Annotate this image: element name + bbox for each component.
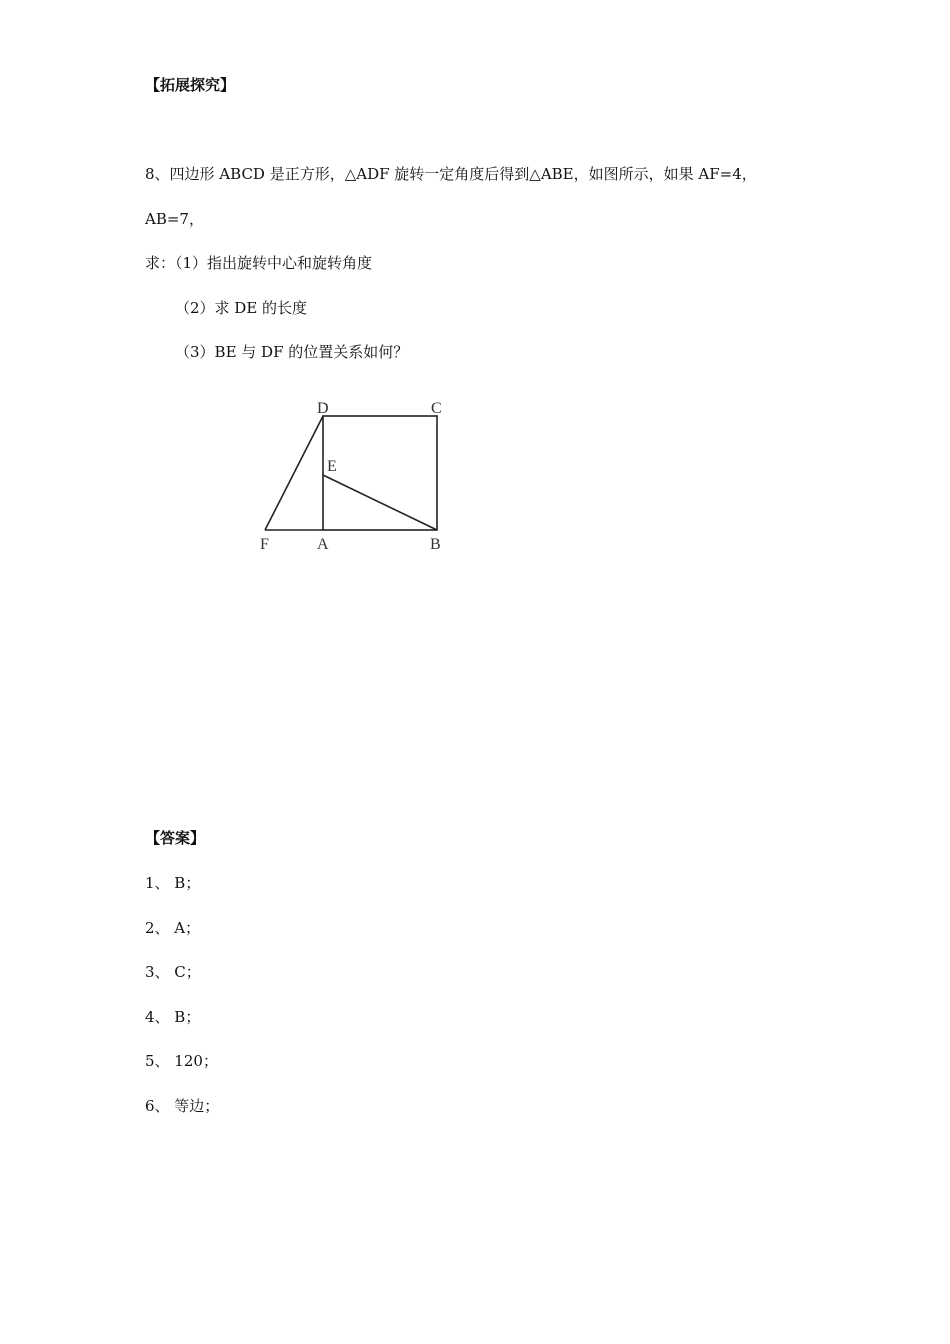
segment-eb [323, 475, 437, 530]
geometry-figure [250, 390, 460, 560]
label-f: F [260, 536, 269, 553]
answer-item: 2、 A； [145, 919, 201, 937]
problem-prompt: 求：（1）指出旋转中心和旋转角度 [145, 254, 373, 272]
label-a: A [317, 536, 329, 553]
answer-item: 3、 C； [145, 963, 201, 981]
answer-item: 5、 120； [145, 1052, 218, 1070]
segment-df [265, 416, 323, 530]
label-b: B [430, 536, 441, 553]
extension-heading: 【拓展探究】 [145, 76, 236, 94]
label-d: D [317, 400, 329, 417]
problem-line-2: AB=7， [145, 210, 204, 228]
question-3: （3）BE 与 DF 的位置关系如何？ [175, 343, 409, 361]
question-2: （2）求 DE 的长度 [175, 299, 308, 317]
answer-item: 6、 等边； [145, 1097, 220, 1115]
problem-line-1: 8、四边形 ABCD 是正方形，△ADF 旋转一定角度后得到△ABE，如图所示，如果 AF=4， [145, 165, 757, 183]
answers-heading: 【答案】 [145, 829, 206, 847]
answer-item: 4、 B； [145, 1008, 201, 1026]
square-abcd [323, 416, 437, 530]
answer-item: 1、 B； [145, 874, 201, 892]
label-c: C [431, 400, 442, 417]
label-e: E [327, 458, 337, 475]
